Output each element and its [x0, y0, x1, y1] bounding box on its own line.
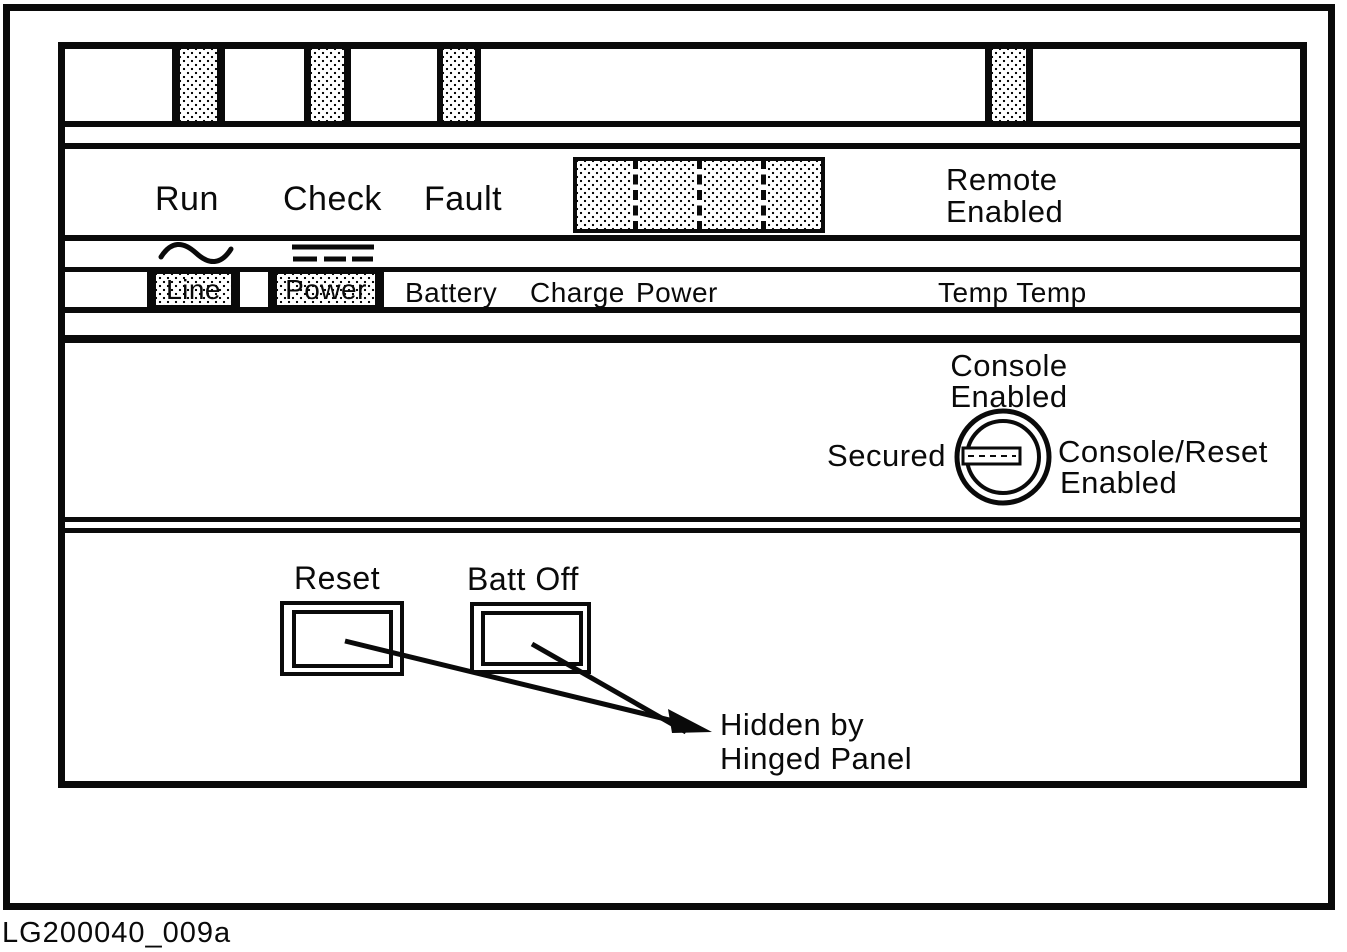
- display-segment-divider: [631, 161, 640, 229]
- figure-caption: LG200040_009a: [2, 917, 232, 949]
- console-enabled-label-line1: Console: [950, 348, 1068, 383]
- hinge-cutout: [985, 49, 1033, 121]
- remote-enabled-label-line2: Enabled: [946, 194, 1064, 229]
- charge-label: Charge: [530, 277, 625, 308]
- dc-symbol-icon: [290, 243, 376, 265]
- power-label: Power: [636, 277, 718, 308]
- hidden-note-line2: Hinged Panel: [720, 741, 913, 776]
- ac-waveform-icon: [158, 240, 234, 266]
- panel-divider: [58, 235, 1307, 241]
- fault-indicator-label: Fault: [424, 180, 503, 218]
- line-indicator-label: Line: [166, 273, 221, 305]
- power-indicator: [274, 271, 378, 308]
- hinge-cutout: [304, 49, 351, 121]
- reset-button-label: Reset: [294, 560, 381, 596]
- run-indicator-label: Run: [155, 180, 219, 218]
- power-indicator-label: Power: [285, 273, 367, 305]
- console-enabled-label-line2: Enabled: [950, 379, 1068, 414]
- panel-divider: [58, 528, 1307, 533]
- batt-off-button-label: Batt Off: [467, 561, 579, 597]
- callout-arrow-icon: [270, 595, 740, 780]
- console-reset-label-line1: Console/Reset: [1058, 434, 1268, 469]
- remote-enabled-label-line1: Remote: [946, 162, 1058, 197]
- panel-divider: [58, 517, 1307, 522]
- panel-divider: [58, 143, 1307, 149]
- display-segment-divider: [759, 161, 768, 229]
- hinge-cutout: [172, 49, 225, 121]
- label-row-divider: [234, 272, 240, 307]
- panel-divider: [58, 335, 1307, 343]
- check-indicator-label: Check: [283, 180, 382, 218]
- display-segment-divider: [695, 161, 704, 229]
- secured-label: Secured: [827, 438, 946, 473]
- temp-temp-label: Temp Temp: [938, 277, 1087, 308]
- hidden-note-line1: Hidden by: [720, 707, 865, 742]
- line-indicator: [153, 271, 234, 308]
- keyswitch-icon: [950, 404, 1058, 512]
- label-row-divider: [378, 272, 384, 307]
- status-display-window: [573, 157, 825, 233]
- panel-divider: [58, 121, 1307, 127]
- panel-divider: [58, 267, 1307, 272]
- battery-label: Battery: [405, 277, 498, 308]
- hinge-cutout: [437, 49, 481, 121]
- console-reset-label-line2: Enabled: [1060, 465, 1178, 500]
